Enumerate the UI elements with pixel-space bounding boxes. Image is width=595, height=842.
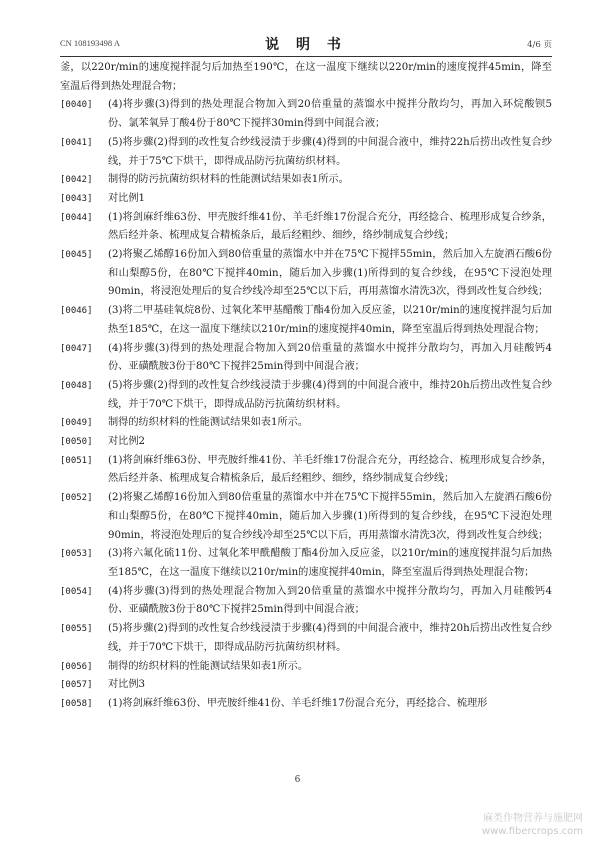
paragraph-text: (3)将二甲基硅氧烷8份、过氧化苯甲基醋酸丁酯4份加入反应釜，以210r/min的速度搅拌混匀后加热至185℃，在这一温度下继续以210r/min的速度搅拌40min，降至室温后得到热处理混合物； [108, 305, 552, 335]
numbered-paragraph [60, 209, 552, 246]
numbered-paragraph [60, 452, 552, 489]
paragraph-list [60, 96, 552, 713]
document-title: 说 明 书 [265, 37, 347, 53]
paragraph-text: (3)将六氟化硫11份、过氧化苯甲酰醋酸丁酯4份加入反应釜，以210r/min的速度搅拌混匀后加热至185℃，在这一温度下继续以210r/min的速度搅拌40min，降至室温后得到热处理混合物； [108, 548, 552, 578]
paragraph-text: (5)将步骤(2)得到的改性复合纱线浸渍于步骤(4)得到的中间混合液中，维持20h后捞出改性复合纱线，并于70℃下烘干，即得成品防污抗菌纺织材料。 [108, 379, 552, 410]
paragraph-text: (4)将步骤(3)得到的热处理混合物加入到20倍重量的蒸馏水中搅拌分散均匀，再加入月硅酸钙4份、亚磺酰胺3份于80℃下搅拌25min得到中间混合液； [108, 342, 552, 373]
numbered-paragraph [60, 658, 552, 677]
watermark [482, 812, 583, 838]
paragraph-number: [0057] [60, 680, 93, 691]
paragraph-text: (2)将聚乙烯醇16份加入到80倍重量的蒸馏水中并在75℃下搅拌55min，然后加入左旋酒石酸6份和山梨醇5份，在80℃下搅拌40min，随后加入步骤(1)所得到的复合纱线，在95℃下浸泡处理90min，将浸泡处理后的复合纱线冷却至25℃以下后，再用蒸馏水清洗3次，得到改性复合纱线； [108, 249, 552, 298]
paragraph-text: 釜，以220r/min的速度搅拌混匀后加热至190℃，在这一温度下继续以220r/min的速度搅拌45min，降至室温后得到热处理混合物； [60, 62, 552, 92]
paragraph-number: [0047] [60, 343, 93, 354]
numbered-paragraph [60, 583, 552, 620]
numbered-paragraph [60, 489, 552, 545]
patent-number: CN 108193498 A [60, 38, 120, 48]
numbered-paragraph [60, 246, 552, 302]
paragraph-text: 对比例1 [108, 192, 146, 204]
paragraph-text: 制得的纺织材料的性能测试结果如表1所示。 [108, 660, 309, 672]
paragraph-number: [0052] [60, 493, 93, 504]
document-body [60, 59, 552, 714]
page-indicator: 4/6 页 [527, 40, 552, 50]
paragraph-text: (5)将步骤(2)得到的改性复合纱线浸渍于步骤(4)得到的中间混合液中，维持22h后捞出改性复合纱线，并于75℃下烘干，即得成品防污抗菌纺织材料。 [108, 136, 552, 167]
paragraph-text: (2)将聚乙烯醇16份加入到80倍重量的蒸馏水中并在75℃下搅拌55min，然后加入左旋酒石酸6份和山梨醇5份，在80℃下搅拌40min，随后加入步骤(1)所得到的复合纱线，在95℃下浸泡处理90min，将浸泡处理后的复合纱线冷却至25℃以下后，再用蒸馏水清洗3次，得到改性复合纱线； [108, 492, 552, 541]
numbered-paragraph [60, 134, 552, 171]
continuation-paragraph [60, 59, 552, 96]
numbered-paragraph [60, 414, 552, 433]
numbered-paragraph [60, 190, 552, 209]
page-header [60, 34, 552, 54]
paragraph-text: 对比例3 [108, 679, 146, 691]
watermark-line-2: www.fibercrops.com [481, 826, 583, 837]
paragraph-text: (1)将剑麻纤维63份、甲壳胺纤维41份、羊毛纤维17份混合充分，再经捻合、梳理形 [108, 697, 488, 709]
paragraph-text: 制得的纺织材料的性能测试结果如表1所示。 [108, 417, 309, 429]
paragraph-number: [0051] [60, 455, 93, 466]
watermark-line-1: 麻类作物营养与施肥网 [483, 813, 583, 824]
paragraph-number: [0041] [60, 137, 93, 148]
numbered-paragraph [60, 377, 552, 414]
paragraph-text: (1)将剑麻纤维63份、甲壳胺纤维41份、羊毛纤维17份混合充分，再经捻合、梳理形成复合纱条，然后经并条、梳理成复合精梳条后，最后经粗纱、细纱，络纱制成复合纱线； [108, 454, 552, 485]
paragraph-text: (4)将步骤(3)得到的热处理混合物加入到20倍重量的蒸馏水中搅拌分散均匀，再加入环烷酸钡5份、氯苯氧异丁酸4份于80℃下搅拌30min得到中间混合液； [108, 99, 552, 130]
paragraph-number: [0046] [60, 306, 93, 317]
paragraph-number: [0050] [60, 437, 93, 448]
numbered-paragraph [60, 676, 552, 695]
paragraph-number: [0040] [60, 100, 93, 111]
paragraph-number: [0055] [60, 624, 93, 635]
paragraph-number: [0053] [60, 549, 93, 560]
paragraph-number: [0045] [60, 250, 93, 261]
numbered-paragraph [60, 433, 552, 452]
paragraph-number: [0056] [60, 661, 93, 672]
paragraph-number: [0048] [60, 380, 93, 391]
numbered-paragraph [60, 340, 552, 377]
paragraph-number: [0044] [60, 212, 93, 223]
paragraph-text: (5)将步骤(2)得到的改性复合纱线浸渍于步骤(4)得到的中间混合液中，维持20h后捞出改性复合纱线，并于70℃下烘干，即得成品防污抗菌纺织材料。 [108, 623, 552, 653]
page-number: 6 [294, 775, 301, 785]
numbered-paragraph [60, 96, 552, 133]
paragraph-number: [0042] [60, 175, 93, 186]
numbered-paragraph [60, 545, 552, 582]
numbered-paragraph [60, 620, 552, 657]
paragraph-number: [0058] [60, 698, 93, 709]
numbered-paragraph [60, 302, 552, 339]
paragraph-text: (4)将步骤(3)得到的热处理混合物加入到20倍重量的蒸馏水中搅拌分散均匀，再加入月硅酸钙4份、亚磺酰胺3份于80℃下搅拌25min得到中间混合液； [108, 585, 552, 616]
paragraph-text: (1)将剑麻纤维63份、甲壳胺纤维41份、羊毛纤维17份混合充分，再经捻合、梳理形成复合纱条，然后经并条、梳理成复合精梳条后，最后经粗纱、细纱，络纱制成复合纱线； [108, 211, 552, 242]
header-divider [60, 56, 552, 57]
paragraph-number: [0054] [60, 586, 93, 597]
numbered-paragraph [60, 695, 552, 714]
paragraph-number: [0049] [60, 418, 93, 429]
numbered-paragraph [60, 171, 552, 190]
paragraph-number: [0043] [60, 193, 93, 204]
paragraph-text: 制得的防污抗菌纺织材料的性能测试结果如表1所示。 [108, 174, 349, 186]
paragraph-text: 对比例2 [108, 436, 146, 448]
